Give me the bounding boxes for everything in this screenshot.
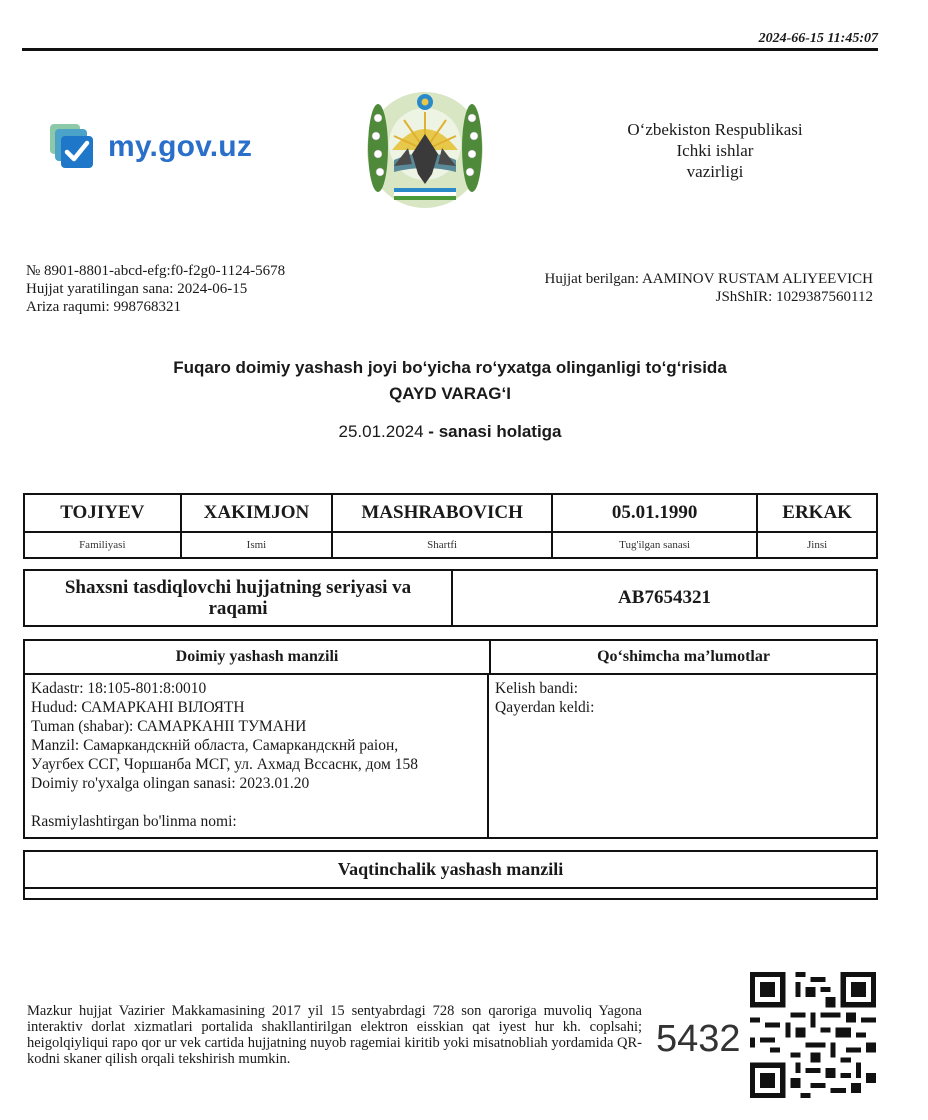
pinfl: JShShIR: 1029387560112 (715, 289, 873, 305)
top-divider (22, 48, 878, 51)
verification-code: 5432 (656, 1018, 741, 1060)
registration-date-line: Doimiy ro'yxalga olingan sanasi: 2023.01.20 (31, 775, 310, 792)
application-number: Ariza raqumi: 998768321 (26, 299, 181, 315)
address-line: Уаугбех ССГ, Чоршанба МСГ, ул. Ахмад Вссаснк, дом 158 (31, 756, 418, 773)
person-table (23, 493, 878, 559)
address-table (23, 639, 878, 839)
checkbox-logo-icon (50, 124, 96, 170)
birth-date-label: Tug'ilgan sanasi (552, 532, 757, 558)
id-document-label: Shaxsni tasdiqlovchi hujjatning seriyasi va raqami (25, 571, 453, 625)
recipient-meta (545, 270, 874, 306)
state-emblem-icon (364, 88, 486, 212)
ministry-line: O‘zbekiston Respublikasi (627, 120, 803, 139)
ministry-line: vazirligi (686, 162, 744, 181)
birth-date-value: 05.01.1990 (552, 494, 757, 532)
mygov-logo[interactable] (50, 124, 252, 170)
arrival-line: Kelish bandi: (495, 680, 579, 697)
region-line: Hudud: САМАРКАНІ ВІЛОЯТН (31, 699, 245, 716)
patronymic-label: Shartfi (332, 532, 552, 558)
timestamp: 2024-66-15 11:45:07 (758, 31, 878, 46)
address-header (25, 641, 876, 675)
document-title: Fuqaro doimiy yashash joyi bo‘yicha ro‘yxatga olinganligi to‘g‘risida (173, 358, 727, 377)
surname-label: Familiyasi (24, 532, 181, 558)
district-line: Tuman (shabar): САМАРКАНІІ ТУМАНИ (31, 718, 307, 735)
id-document-value: AB7654321 (618, 587, 711, 608)
as-of-date (0, 422, 900, 442)
surname-value: TOJIYEV (24, 494, 181, 532)
gender-value: ERKAK (757, 494, 877, 532)
ministry-name (600, 119, 830, 182)
qr-code-icon[interactable] (750, 972, 876, 1098)
document-number: № 8901-8801-abcd-efg:f0-f2g0-1124-5678 (26, 263, 286, 279)
document-meta (26, 262, 285, 316)
cadastre-line: Kadastr: 18:105-801:8:0010 (31, 680, 207, 697)
first-name-label: Ismi (181, 532, 333, 558)
first-name-value: XAKIMJON (181, 494, 333, 532)
logo-text: my.gov.uz (108, 130, 253, 163)
permanent-address-details (25, 675, 489, 839)
as-of-date-value: 25.01.2024 (338, 422, 424, 441)
patronymic-value: MASHRABOVICH (332, 494, 552, 532)
permanent-address-header: Doimiy yashash manzili (25, 641, 491, 673)
address-body (25, 675, 876, 839)
temporary-address-table (23, 850, 878, 900)
creation-date: Hujjat yaratilingan sana: 2024-06-15 (26, 281, 248, 297)
ministry-line: Ichki ishlar (676, 141, 754, 160)
as-of-date-suffix: sanasi holatiga (438, 422, 562, 441)
issued-to: Hujjat berilgan: AAMINOV RUSTAM ALIYEEVICH (544, 271, 873, 287)
person-labels-row (24, 532, 877, 558)
address-line: Manzil: Самаркандскній областа, Самаркандскнй раіон, (31, 737, 399, 754)
additional-info-header: Qo‘shimcha ma’lumotlar (597, 648, 770, 665)
id-document-row (23, 569, 878, 627)
person-values-row (24, 494, 877, 532)
gender-label: Jinsi (757, 532, 877, 558)
spacer-line (31, 793, 481, 812)
additional-info-details (489, 675, 876, 839)
date-separator: - (423, 422, 439, 441)
document-subtitle: QAYD VARAG‘I (389, 384, 511, 403)
temporary-address-header: Vaqtinchalik yashash manzili (25, 852, 876, 889)
footer-note: Mazkur hujjat Vazirier Makkamasining 2017 yil 15 sentyabrdagi 728 son qaroriga muvoliq Yagona interaktiv dorlat xizmatlari portalida shakllantirilgan elektron eisskian qat iyest hur kh. coplsahi; heigolqiyliqui rapo qor ur vek cartida hujjatning nuyob ragemiai kiritib yoki misatnobliah yordamida QR- kodni skaner qilish orqali tekshirish mumkin. (27, 1003, 642, 1067)
issuing-unit-line: Rasmiylashtirgan bo'linma nomi: (31, 813, 237, 830)
origin-line: Qayerdan keldi: (495, 699, 595, 716)
